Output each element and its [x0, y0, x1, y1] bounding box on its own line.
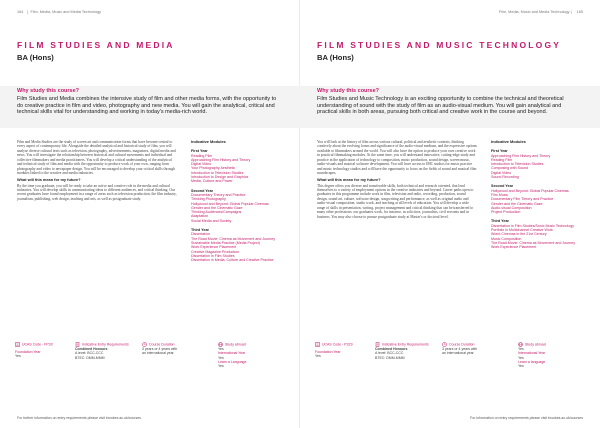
info-line: BTEC: DMM-MMM	[375, 355, 405, 360]
year-heading: Third Year	[491, 219, 509, 224]
right-page	[300, 0, 600, 428]
module-item: Approaching Film History and Theory	[191, 157, 251, 162]
info-line: an international year	[142, 351, 174, 356]
course-info-bar	[315, 342, 587, 382]
info-line: Yes	[518, 347, 524, 351]
modules-heading: Indicative Modules	[191, 139, 226, 144]
module-item: Hollywood and Beyond: Global Popular Cinemas	[191, 201, 269, 206]
info-line: Foundation Year	[315, 350, 341, 354]
future-paragraph: By the time you graduate, you will be ready to take an active and creative role in the media and cultural industries. You will develop skills in communicating ideas to different audiences, and critical thinking. Our recent graduates have found employment in a range of areas such as television production, the film industry, journalism, publishing, web design, teaching and arts, as well as postgraduate study.	[17, 183, 177, 201]
module-item: Your Photography Aesthetic	[191, 166, 236, 171]
year-heading: Third Year	[191, 228, 209, 233]
module-item: Introduction to Design and Graphics	[191, 175, 249, 180]
page-footer: For information on entry requirements please visit brookes.ac.uk/courses	[470, 416, 583, 420]
module-item: Project Production	[491, 210, 521, 215]
module-item: Dissertation	[191, 232, 210, 237]
module-item: Documentary Film Theory and Practice	[491, 197, 554, 202]
info-line: Yes	[518, 355, 524, 360]
ucas-icon	[315, 342, 320, 347]
info-line: International Year	[218, 351, 246, 356]
module-item: Reading Film	[191, 153, 213, 158]
info-line: Learn a language	[518, 359, 546, 364]
running-head-text: Film, Media, Music and Media Technology	[30, 10, 102, 14]
why-study-heading: Why study this course?	[317, 88, 380, 94]
info-line: 3 years or 4 years with	[442, 347, 478, 351]
info-heading: Course Duration	[149, 342, 175, 347]
body-column	[17, 140, 177, 204]
module-item: Thinking Photography	[191, 197, 226, 202]
study-abroad-info	[218, 342, 278, 382]
module-item: Work Experience Placement	[191, 245, 237, 250]
duration-info	[442, 342, 504, 382]
info-line: 3 years or 4 years with	[142, 347, 178, 351]
info-line: Foundation Year	[15, 350, 41, 354]
module-item: Composing with Sound	[491, 166, 528, 171]
course-title: FILM STUDIES AND MUSIC TECHNOLOGY	[317, 40, 562, 50]
degree-label: BA (Hons)	[17, 53, 54, 62]
body-column	[317, 140, 477, 222]
module-item: Gender and the Cinematic Gaze	[191, 205, 243, 210]
why-study-text: Film Studies and Media combines the intensive study of film and other media forms, with the opportunity to do creative practice in film and video, photography and new media. You will gain the analytical, critical and technical skills vital for understanding and working in today's media-rich world.	[17, 96, 277, 116]
module-item: Sound Recording	[491, 175, 519, 180]
info-line: Combined Honours	[375, 347, 408, 351]
course-title: FILM STUDIES AND MEDIA	[17, 40, 175, 50]
module-item: Documentary Theory and Practice	[191, 192, 246, 197]
modules-column	[491, 140, 586, 250]
info-heading: UCAS Code - P3Z9	[322, 342, 353, 347]
page-number: 164	[17, 10, 24, 14]
running-head-text: Film, Media, Music and Media Technology	[498, 10, 570, 14]
year-heading: Second Year	[491, 184, 514, 189]
module-item: Music Composition	[491, 236, 522, 241]
ucas-info	[315, 342, 370, 382]
course-info-bar	[15, 342, 287, 382]
modules-heading: Indicative Modules	[491, 139, 526, 144]
module-item: Work Experience Placement	[491, 245, 537, 250]
info-heading: Indicative Entry Requirements	[82, 342, 129, 347]
modules-column	[191, 140, 286, 262]
module-item: Approaching Film History and Theory	[491, 153, 551, 158]
info-line: A level: BCC-CCC	[75, 351, 104, 356]
module-item: Hollywood and Beyond: Global Popular Cinemas	[491, 188, 569, 193]
info-line: Learn a Language	[218, 359, 247, 364]
entry-info	[375, 342, 437, 382]
running-head: Film, Media, Music and Media Technology | 165	[498, 10, 583, 14]
info-heading: Study abroad	[525, 342, 546, 347]
future-heading: What will this mean for my future?	[17, 177, 81, 183]
info-heading: UCAS Code - FP3X	[22, 342, 53, 347]
info-line: Combined Honours	[75, 347, 108, 351]
module-item: Creative Magazine Production	[191, 249, 240, 254]
module-item: Introduction to Television Studies	[191, 170, 244, 175]
future-heading: What will this mean for my future?	[317, 177, 381, 183]
info-heading: Study abroad	[225, 342, 246, 347]
duration-info	[142, 342, 204, 382]
why-study-band	[300, 86, 600, 128]
info-line: BTEC: DMM-MMM	[75, 355, 105, 360]
module-item: Reading Film	[491, 157, 513, 162]
body-paragraph: Film and Media Studies are the study of screen art and communication forms that have become central to every aspect of contemporary life. Alongside the detailed analytical and historical study of film, you will analyse diverse cultural texts such as television, photography, advertisements, magazines, digital media and news. You will investigate the relationship between historical and cultural movements and individual and collective filmmakers and media practitioners. You will develop a critical understanding of the analytical and technical study of film and media with the opportunity to produce work of your own, ranging from photography and video to newspaper design. You will be encouraged to develop your critical skills through modules linked to the creative and media industries.	[17, 140, 176, 176]
info-line: A level: BCC-CCC	[375, 351, 404, 356]
ucas-icon	[15, 342, 20, 347]
degree-label: BA (Hons)	[317, 53, 354, 62]
info-line: Yes	[518, 364, 524, 369]
info-line: Yes	[218, 347, 224, 351]
why-study-band	[0, 86, 300, 128]
module-item: The Road Movie: Cinema as Movement and Journey	[491, 240, 576, 245]
module-item: Film Music	[491, 192, 509, 197]
module-item: Dissertation in Film Studies/Sonic Music Technology	[491, 223, 575, 228]
entry-info	[75, 342, 137, 382]
module-item: World Cinemas in the 21st Century	[491, 232, 547, 237]
ucas-info	[15, 342, 70, 382]
module-item: Sustainable Media Practice (Media Project)	[191, 240, 260, 245]
info-line: International Year	[518, 351, 546, 356]
info-line: an international year	[442, 351, 474, 356]
info-heading: Course Duration	[449, 342, 475, 347]
module-item: Portfolio in Multichannel Creative Work	[491, 228, 553, 233]
year-heading: Second Year	[191, 188, 214, 193]
module-item: Introduction to Television Studies	[491, 162, 544, 167]
info-line: Yes	[15, 354, 21, 359]
module-item: Gender and the Cinematic Gaze	[491, 201, 543, 206]
why-study-text: Film Studies and Music Technology is an exciting opportunity to combine the technical and theoretical understanding of sound with the study of film as an audio-visual medium. You will gain analytical and practical skills in both areas, pursuing both critical and creative work in the course and beyond.	[317, 96, 564, 116]
info-line: Yes	[218, 355, 224, 360]
module-item: Dissertation in Film Studies	[191, 253, 235, 258]
running-head: 164 | Film, Media, Music and Media Technology	[17, 10, 102, 14]
page-number: 165	[576, 10, 583, 14]
body-paragraph: You will look at the history of film across various cultural, political and aesthetic contexts, thinking creatively about the evolving forms and significance of the audio-visual medium, and the expressive options available to filmmakers around the world. You will also have the option to produce your own creative work in practical filmmaking modules. At the same time, you will understand innovative, cutting-edge study and practice in the application of technology to composition, music production, sound design, screen music, audio-visuals and musical software development. You will have access to IMC studios for music practice and music technology studios and will have the opportunity to focus on the fields of sound and musical film soundscapes.	[317, 140, 477, 176]
year-heading: First Year	[191, 149, 208, 154]
module-item: Digital Video	[191, 162, 212, 167]
module-item: The Road Movie: Cinema as Movement and Journey	[191, 236, 276, 241]
info-line: Yes	[218, 364, 224, 369]
future-paragraph: This degree offers you diverse and transferable skills, both technical and research oriented, that lend themselves to a variety of employment options in the creative industries and beyond. Career paths open to graduates in this programme include work in film, television and radio, recording, production, sound design, sound art, culture, software design, songwriting and performance, as well as original audio and audio-visual composition, studio work, and teaching at all levels of education. You will develop a wide range of skills in presentation, writing, project management and critical thinking that can be transferred to many other professions: our graduates work, for instance, as solicitors, journalists, civil servants and in business. You may also choose to pursue postgraduate study at Master's or doctoral level.	[317, 183, 474, 219]
module-item: Thinking Audiences/Campaigns	[191, 210, 242, 215]
module-item: Social Media and Society	[191, 218, 232, 223]
module-item: Digital Video	[491, 170, 512, 175]
info-line: Yes	[315, 354, 321, 359]
page-footer: For further information on entry requirements please visit brookes.ac.uk/courses	[17, 416, 141, 420]
module-item: Audio-visual Composition	[491, 205, 532, 210]
module-item: Dissertation in Media, Culture and Creative Practice	[191, 258, 274, 263]
module-item: Adaptation	[191, 214, 209, 219]
year-heading: First Year	[491, 149, 508, 154]
info-heading: Indicative Entry Requirements	[382, 342, 429, 347]
study-abroad-info	[518, 342, 578, 382]
why-study-heading: Why study this course?	[17, 88, 80, 94]
module-item: Media, Culture and Power	[191, 179, 233, 184]
